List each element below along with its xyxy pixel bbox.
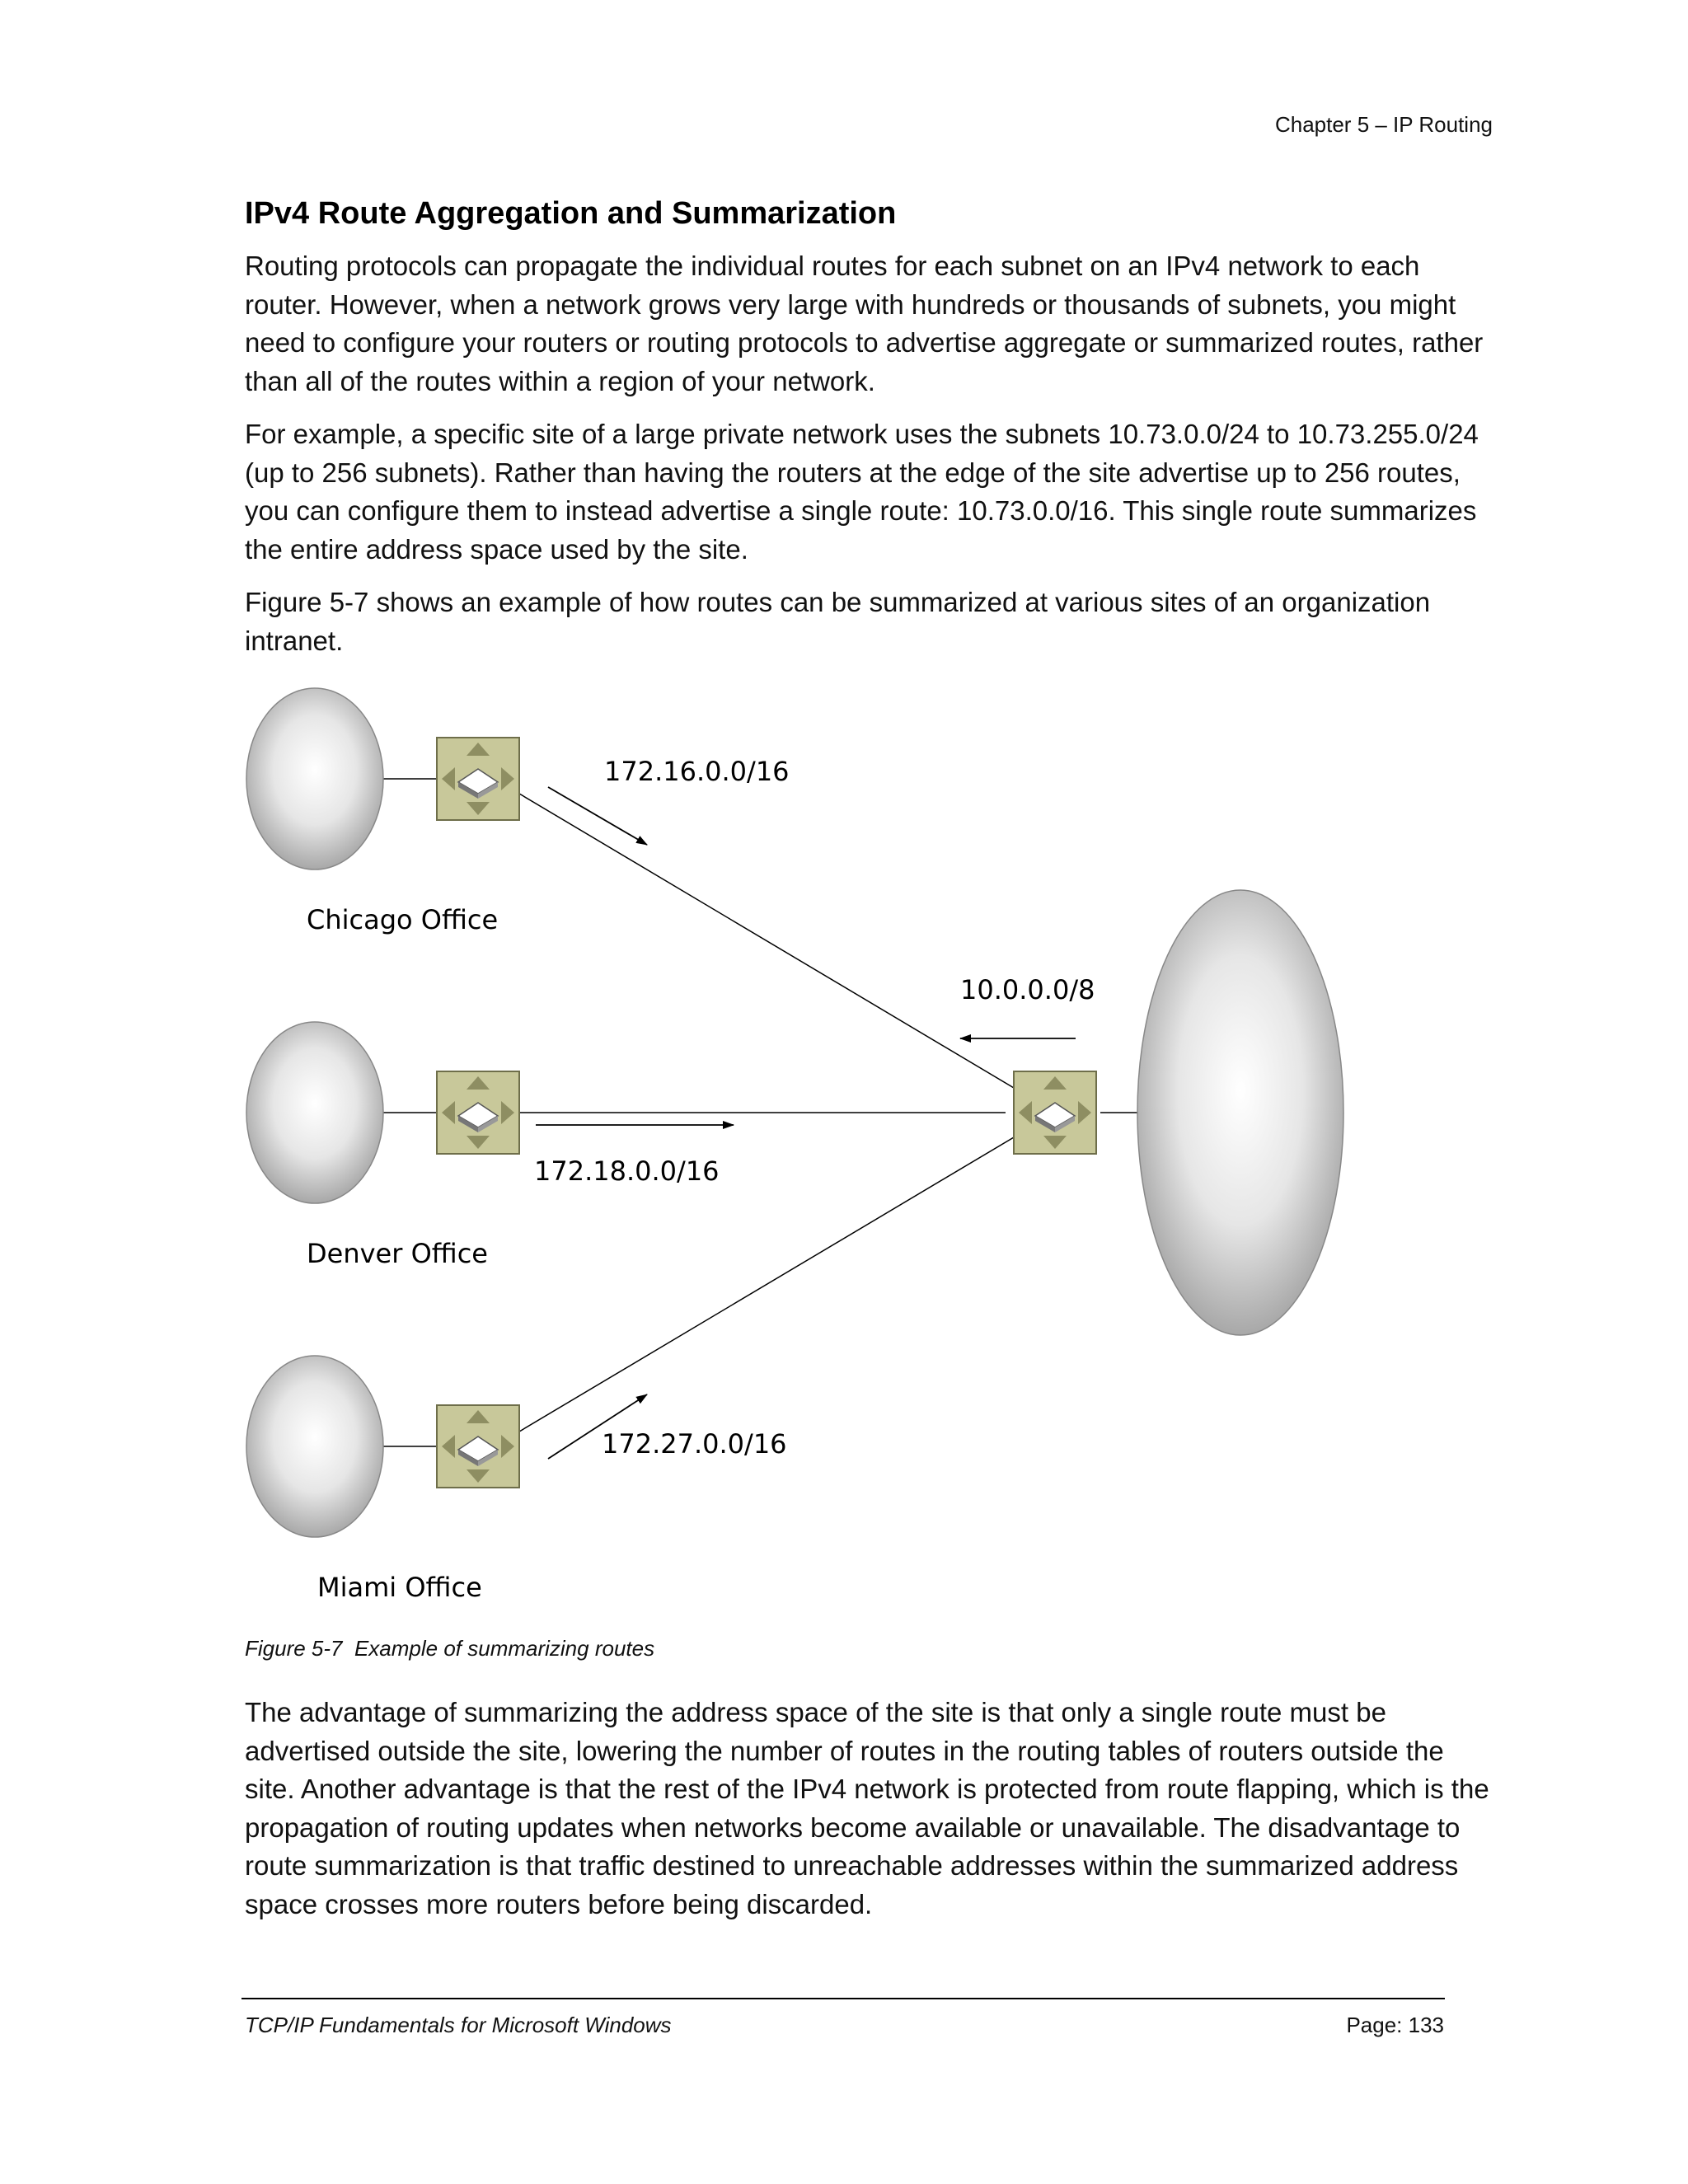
paragraph-figure-ref: Figure 5-7 shows an example of how routes can be summarized at various sites of an organization intranet. [245,587,1431,656]
paragraph-example: For example, a specific site of a large private network uses the subnets 10.73.0.0/24 to 10.73.255.0/24 (up to 256 subnets). Rather than having the routers at the edge of the site advertise up to 256 routes, you can configure them to instead advertise a single route: 10.73.0.0/16. This single route summarizes the entire address space used by the site. [245,419,1479,565]
route-label-denver: 172.18.0.0/16 [534,1155,720,1187]
network-cloud-icon [1137,890,1343,1335]
arrow-icon [548,787,647,845]
section-title: IPv4 Route Aggregation and Summarization [245,196,897,231]
office-label-denver: Denver Office [307,1238,488,1269]
router-icon [1014,1071,1096,1154]
route-label-miami: 172.27.0.0/16 [602,1428,787,1460]
network-cloud-icon [246,1022,383,1203]
network-diagram [231,676,1385,1624]
network-cloud-icon [246,688,383,869]
paragraph-advantages: The advantage of summarizing the address space of the site is that only a single route must be advertised outside the site, lowering the number of routes in the routing tables of routers outside the site. Another advantage is that the rest of the IPv4 network is protected from route flapping, which is the propagation of routing updates when networks become available or unavailable. The disadvantage to route summarization is that traffic destined to unreachable addresses within the summarized address space crosses more routers before being discarded. [245,1697,1489,1919]
figure-summarizing-routes [231,676,1385,1624]
link-chicago-core [515,791,1014,1088]
footer-divider [241,1998,1445,1999]
footer-book-title: TCP/IP Fundamentals for Microsoft Windows [245,2013,672,2037]
office-label-chicago: Chicago Office [307,904,499,935]
paragraph-intro: Routing protocols can propagate the individual routes for each subnet on an IPv4 network to each router. However, when a network grows very large with hundreds or thousands of subnets, you might need to configure your routers or routing protocols to advertise aggregate or summarized routes, rather than all of the routes within a region of your network. [245,251,1484,396]
router-icon [437,1071,519,1154]
network-cloud-icon [246,1356,383,1537]
router-icon [437,738,519,820]
figure-caption: Figure 5-7 Example of summarizing routes [245,1636,655,1661]
route-label-core: 10.0.0.0/8 [960,974,1095,1005]
footer-page-number: Page: 133 [1346,2013,1444,2037]
office-label-miami: Miami Office [317,1572,482,1603]
running-head: Chapter 5 – IP Routing [1274,112,1493,137]
router-icon [437,1405,519,1488]
route-label-chicago: 172.16.0.0/16 [604,756,790,787]
